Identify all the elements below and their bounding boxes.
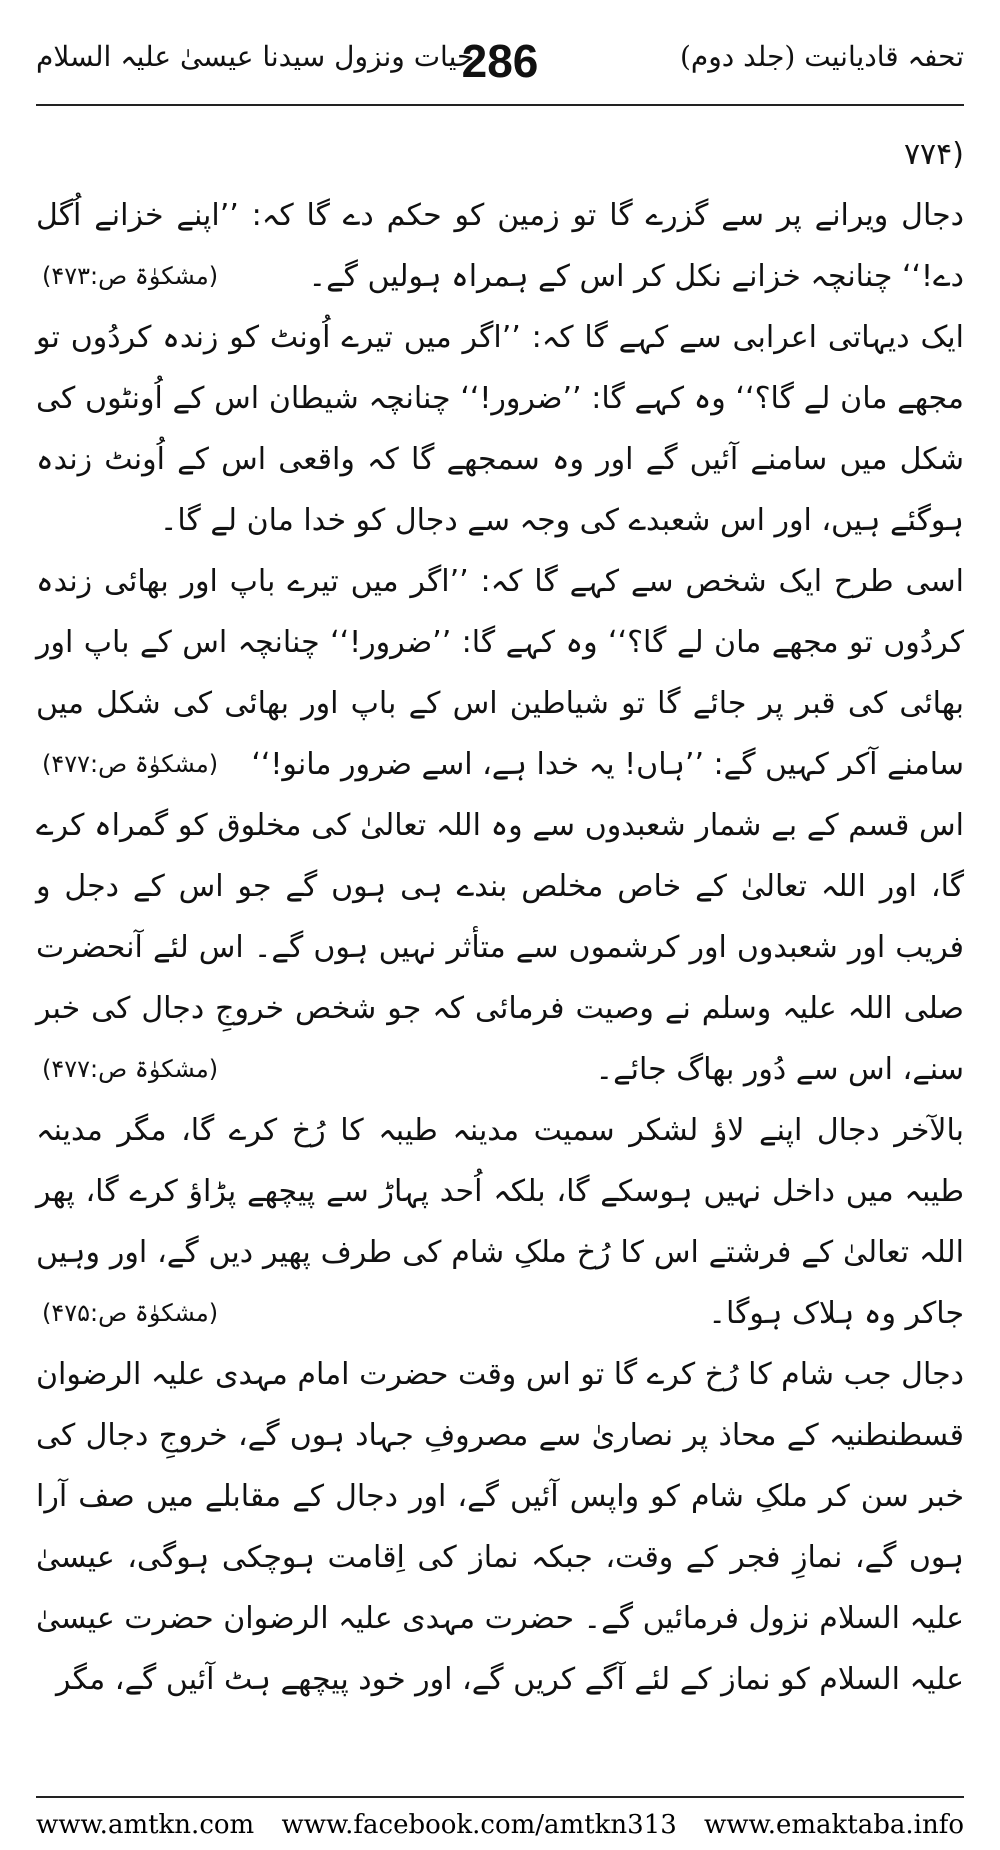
continuation-fragment: (۷۷۴ (903, 137, 964, 172)
reference-citation: (مشکوٰۃ ص:۴۷۷) (42, 1055, 219, 1083)
reference-citation: (مشکوٰۃ ص:۴۷۵) (42, 1299, 219, 1327)
page-header (36, 34, 964, 106)
footer-link-amtkn[interactable]: www.amtkn.com (36, 1810, 255, 1840)
paragraph: اسی طرح ایک شخص سے کہے گا کہ: ’’اگر میں تیرے باپ اور بھائی زندہ کردُوں تو مجھے مان لے گا؟‘‘ وہ کہے گا: ’’ضرور!‘‘ چنانچہ اس کے باپ اور بھائی کی قبر پر جائے گا تو شیاطین اس کے باپ اور بھائی کی شکل میں سامنے آکر کہیں گے: ’’ہاں! یہ خدا ہے، اسے ضرور مانو!‘‘ (مشکوٰۃ ص:۴۷۷) (36, 551, 964, 795)
page-body (36, 124, 964, 1710)
paragraph: دجال ویرانے پر سے گزرے گا تو زمین کو حکم دے گا کہ: ’’اپنے خزانے اُگل دے!‘‘ چنانچہ خزانے نکل کر اس کے ہمراہ ہولیں گے۔ (مشکوٰۃ ص:۴۷۳) (36, 185, 964, 307)
footer-link-facebook[interactable]: www.facebook.com/amtkn313 (281, 1810, 677, 1840)
header-divider (36, 104, 964, 106)
running-title-right: تحفہ قادیانیت (جلد دوم) (679, 40, 964, 73)
paragraph: ایک دیہاتی اعرابی سے کہے گا کہ: ’’اگر میں تیرے اُونٹ کو زندہ کردُوں تو مجھے مان لے گا؟‘‘ وہ کہے گا: ’’ضرور!‘‘ چنانچہ شیطان اس کے اُونٹوں کی شکل میں سامنے آئیں گے اور وہ سمجھے گا کہ واقعی اس کے اُونٹ زندہ ہوگئے ہیں، اور اس شعبدے کی وجہ سے دجال کو خدا مان لے گا۔ (36, 320, 964, 538)
reference-citation: (مشکوٰۃ ص:۴۷۷) (42, 750, 219, 778)
paragraph: اس قسم کے بے شمار شعبدوں سے وہ اللہ تعالیٰ کی مخلوق کو گمراہ کرے گا، اور اللہ تعالیٰ کے خاص مخلص بندے ہی ہوں گے جو اس کے دجل و فریب اور شعبدوں اور کرشموں سے متأثر نہیں ہوں گے۔ اس لئے آنحضرت صلی اللہ علیہ وسلم نے وصیت فرمائی کہ جو شخص خروجِ دجال کی خبر سنے، اس سے دُور بھاگ جائے۔ (مشکوٰۃ ص:۴۷۷) (36, 795, 964, 1100)
footer-divider (36, 1796, 964, 1798)
running-title-left: حیات ونزول سیدنا عیسیٰ علیہ السلام (36, 40, 475, 73)
reference-citation: (مشکوٰۃ ص:۴۷۳) (42, 262, 219, 290)
paragraph: دجال جب شام کا رُخ کرے گا تو اس وقت حضرت امام مہدی علیہ الرضوان قسطنطنیہ کے محاذ پر نصاریٰ سے مصروفِ جہاد ہوں گے، خروجِ دجال کی خبر سن کر ملکِ شام کو واپس آئیں گے، اور دجال کے مقابلے میں صف آرا ہوں گے، نمازِ فجر کے وقت، جبکہ نماز کی اِقامت ہوچکی ہوگی، عیسیٰ علیہ السلام نزول فرمائیں گے۔ حضرت مہدی علیہ الرضوان حضرت عیسیٰ علیہ السلام کو نماز کے لئے آگے کریں گے، اور خود پیچھے ہٹ آئیں گے، مگر (36, 1357, 964, 1697)
paragraph: بالآخر دجال اپنے لاؤ لشکر سمیت مدینہ طیبہ کا رُخ کرے گا، مگر مدینہ طیبہ میں داخل نہیں ہوسکے گا، بلکہ اُحد پہاڑ سے پیچھے پڑاؤ کرے گا، پھر اللہ تعالیٰ کے فرشتے اس کا رُخ ملکِ شام کی طرف پھیر دیں گے، اور وہیں جاکر وہ ہلاک ہوگا۔ (مشکوٰۃ ص:۴۷۵) (36, 1100, 964, 1344)
page-number: 286 (461, 35, 539, 87)
footer-link-emaktaba[interactable]: www.emaktaba.info (704, 1810, 964, 1840)
page-footer (36, 1810, 964, 1840)
